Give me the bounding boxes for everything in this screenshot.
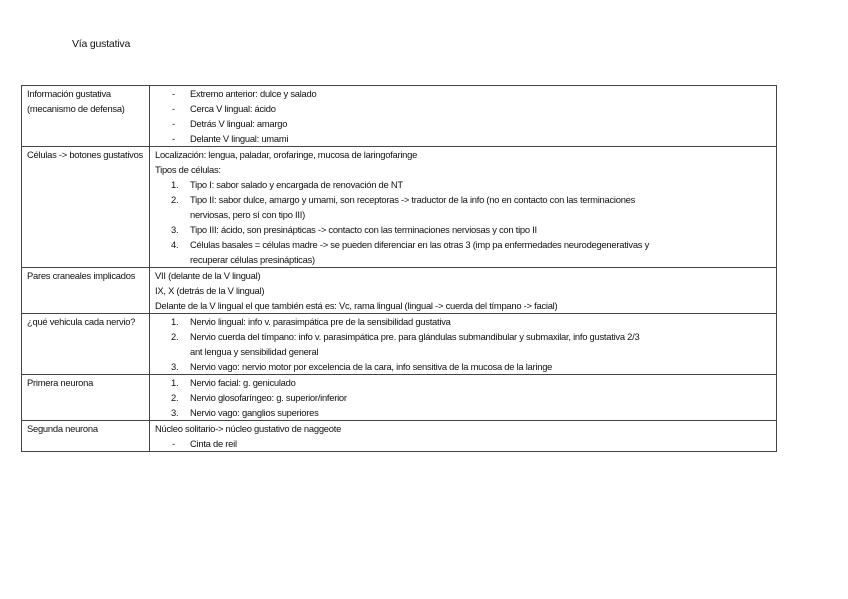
list-item: - Extremo anterior: dulce y salado <box>172 88 317 99</box>
row-label: Segunda neurona <box>22 421 150 452</box>
row-content <box>150 86 777 147</box>
text-line: VII (delante de la V lingual) <box>155 270 261 281</box>
dash-bullet: - <box>172 88 175 99</box>
row-label: Células -> botones gustativos <box>22 147 150 268</box>
row-content <box>150 421 777 452</box>
list-item: 1. Tipo I: sabor salado y encargada de renovación de NT <box>171 179 403 190</box>
table-row <box>22 86 777 147</box>
list-item-continuation: recuperar células presinápticas) <box>190 254 315 265</box>
dash-bullet: - <box>172 118 175 129</box>
list-item: 1. Nervio lingual: info v. parasimpática pre de la sensibilidad gustativa <box>171 316 451 327</box>
list-item: 3. Nervio vago: nervio motor por excelencia de la cara, info sensitiva de la mucosa de la laringe <box>171 361 553 372</box>
list-item: 2. Tipo II: sabor dulce, amargo y umami, son receptoras -> traductor de la info (no en contacto con las terminaciones <box>171 194 636 205</box>
list-item: - Cinta de reil <box>172 438 237 449</box>
list-item-continuation: nerviosas, pero sí con tipo III) <box>190 209 305 220</box>
page-title: Vía gustativa <box>72 38 131 50</box>
list-item-continuation: ant lengua y sensibilidad general <box>190 346 319 357</box>
text-line: Delante de la V lingual el que también está es: Vc, rama lingual (lingual -> cuerda del tímpano -> facial) <box>155 300 558 311</box>
table-row <box>22 147 777 268</box>
row-label: ¿qué vehicula cada nervio? <box>22 314 150 375</box>
text-line: IX, X (detrás de la V lingual) <box>155 285 265 296</box>
list-item: - Delante V lingual: umami <box>172 133 289 144</box>
row-label: Pares craneales implicados <box>22 268 150 314</box>
row-content <box>150 147 777 268</box>
notes-table <box>21 85 777 452</box>
table-row <box>22 314 777 375</box>
list-item: 1. Nervio facial: g. geniculado <box>171 377 296 388</box>
table-row <box>22 421 777 452</box>
dash-bullet: - <box>172 133 175 144</box>
list-item: 2. Nervio glosofaríngeo: g. superior/inferior <box>171 392 347 403</box>
row-content <box>150 314 777 375</box>
table-row <box>22 375 777 421</box>
list-item: 3. Tipo III: ácido, son presinápticas -> contacto con las terminaciones nerviosas y con tipo II <box>171 224 537 235</box>
list-item: 3. Nervio vago: ganglios superiores <box>171 407 319 418</box>
row-label: Primera neurona <box>22 375 150 421</box>
list-item: 4. Células basales = células madre -> se pueden diferenciar en las otras 3 (imp pa enfermedades neurodegenerativas y <box>171 239 650 250</box>
dash-bullet: - <box>172 103 175 114</box>
text-line: Núcleo solitario-> núcleo gustativo de naggeote <box>155 423 342 434</box>
text-line: Localización: lengua, paladar, orofaringe, mucosa de laringofaringe <box>155 149 418 160</box>
row-label: Información gustativa (mecanismo de defensa) <box>22 86 150 147</box>
list-item: 2. Nervio cuerda del tímpano: info v. parasimpática pre. para glándulas submandibular y submaxilar, info gustativa 2/3 <box>171 331 640 342</box>
text-line: Tipos de células: <box>155 164 221 175</box>
dash-bullet: - <box>172 438 175 449</box>
table-row <box>22 268 777 314</box>
row-content <box>150 268 777 314</box>
list-item: - Cerca V lingual: ácido <box>172 103 276 114</box>
list-item: - Detrás V lingual: amargo <box>172 118 288 129</box>
row-content <box>150 375 777 421</box>
